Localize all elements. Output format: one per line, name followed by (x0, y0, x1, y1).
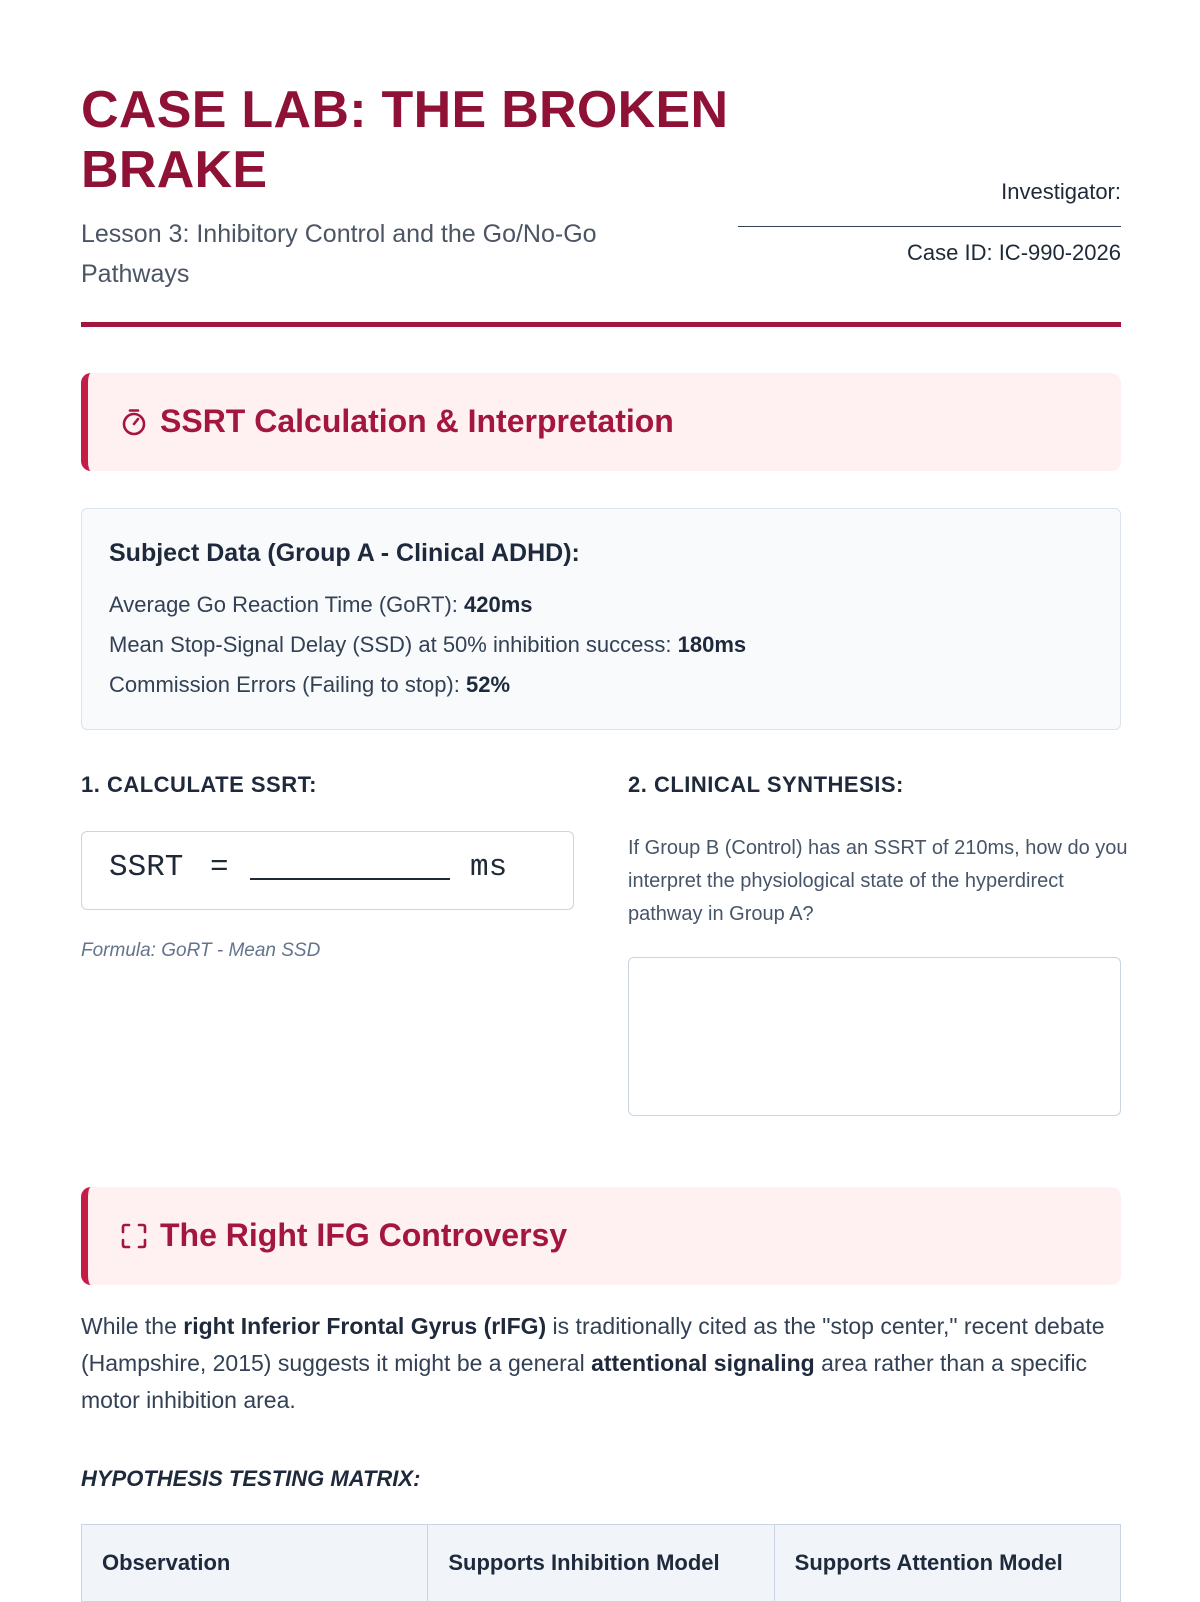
stopwatch-icon (118, 406, 150, 438)
calculate-heading: 1. CALCULATE SSRT: (81, 772, 317, 797)
hypothesis-matrix (81, 1524, 1121, 1602)
data-row-label: Average Go Reaction Time (GoRT): (109, 592, 464, 617)
page-title: CASE LAB: THE BROKEN BRAKE (81, 81, 729, 199)
data-row-value: 420ms (464, 592, 533, 617)
para-text: is traditionally cited as the "stop center," recent debate (Hampshire, 2015) suggests it might be a general (81, 1313, 1105, 1376)
ssrt-unit: ms (470, 850, 508, 885)
synthesis-answer-box[interactable] (628, 957, 1121, 1116)
data-row (109, 592, 533, 618)
section-header-ssrt (81, 373, 1121, 471)
section-title: The Right IFG Controversy (160, 1217, 568, 1253)
section-header-rifg (81, 1187, 1121, 1285)
case-meta (721, 178, 1121, 267)
column-header: Supports Inhibition Model (428, 1525, 774, 1602)
formula-hint: Formula: GoRT - Mean SSD (81, 940, 321, 961)
data-row (109, 632, 746, 658)
para-text: area rather than a specific motor inhibition area. (81, 1350, 1088, 1413)
data-row-label: Commission Errors (Failing to stop): (109, 672, 466, 697)
header-divider (81, 322, 1121, 327)
rifg-paragraph (81, 1308, 1121, 1419)
para-bold: right Inferior Frontal Gyrus (rIFG) (183, 1313, 547, 1339)
data-card-title: Subject Data (Group A - Clinical ADHD): (109, 539, 580, 567)
matrix-label: HYPOTHESIS TESTING MATRIX: (81, 1466, 421, 1491)
data-row-value: 52% (465, 672, 511, 697)
column-header: Observation (82, 1525, 428, 1602)
synthesis-heading: 2. CLINICAL SYNTHESIS: (628, 772, 904, 797)
section-title: SSRT Calculation & Interpretation (160, 403, 674, 439)
table-header-row (82, 1525, 1121, 1602)
header (81, 80, 1121, 328)
case-id: Case ID: IC-990-2026 (907, 240, 1121, 265)
column-header: Supports Attention Model (774, 1525, 1120, 1602)
ssrt-answer-box[interactable] (81, 831, 574, 910)
para-bold: attentional signaling (591, 1350, 815, 1376)
ssrt-answer-blank[interactable] (250, 858, 450, 880)
para-text: While the (81, 1313, 184, 1339)
ssrt-label: SSRT (109, 850, 184, 885)
data-row (109, 672, 510, 698)
data-row-value: 180ms (677, 632, 747, 657)
lesson-subtitle: Lesson 3: Inhibitory Control and the Go/No-Go Pathways (81, 220, 597, 288)
investigator-name-blank[interactable] (738, 214, 1121, 227)
data-row-label: Mean Stop-Signal Delay (SSD) at 50% inhibition success: (109, 632, 678, 657)
investigator-label: Investigator: (1001, 179, 1121, 204)
synthesis-question: If Group B (Control) has an SSRT of 210ms, how do you interpret the physiological state of the hyperdirect pathway in Group A? (628, 837, 1128, 925)
subject-data-card (81, 508, 1121, 730)
focus-brackets-icon (118, 1220, 150, 1252)
equals-sign: = (210, 850, 229, 885)
